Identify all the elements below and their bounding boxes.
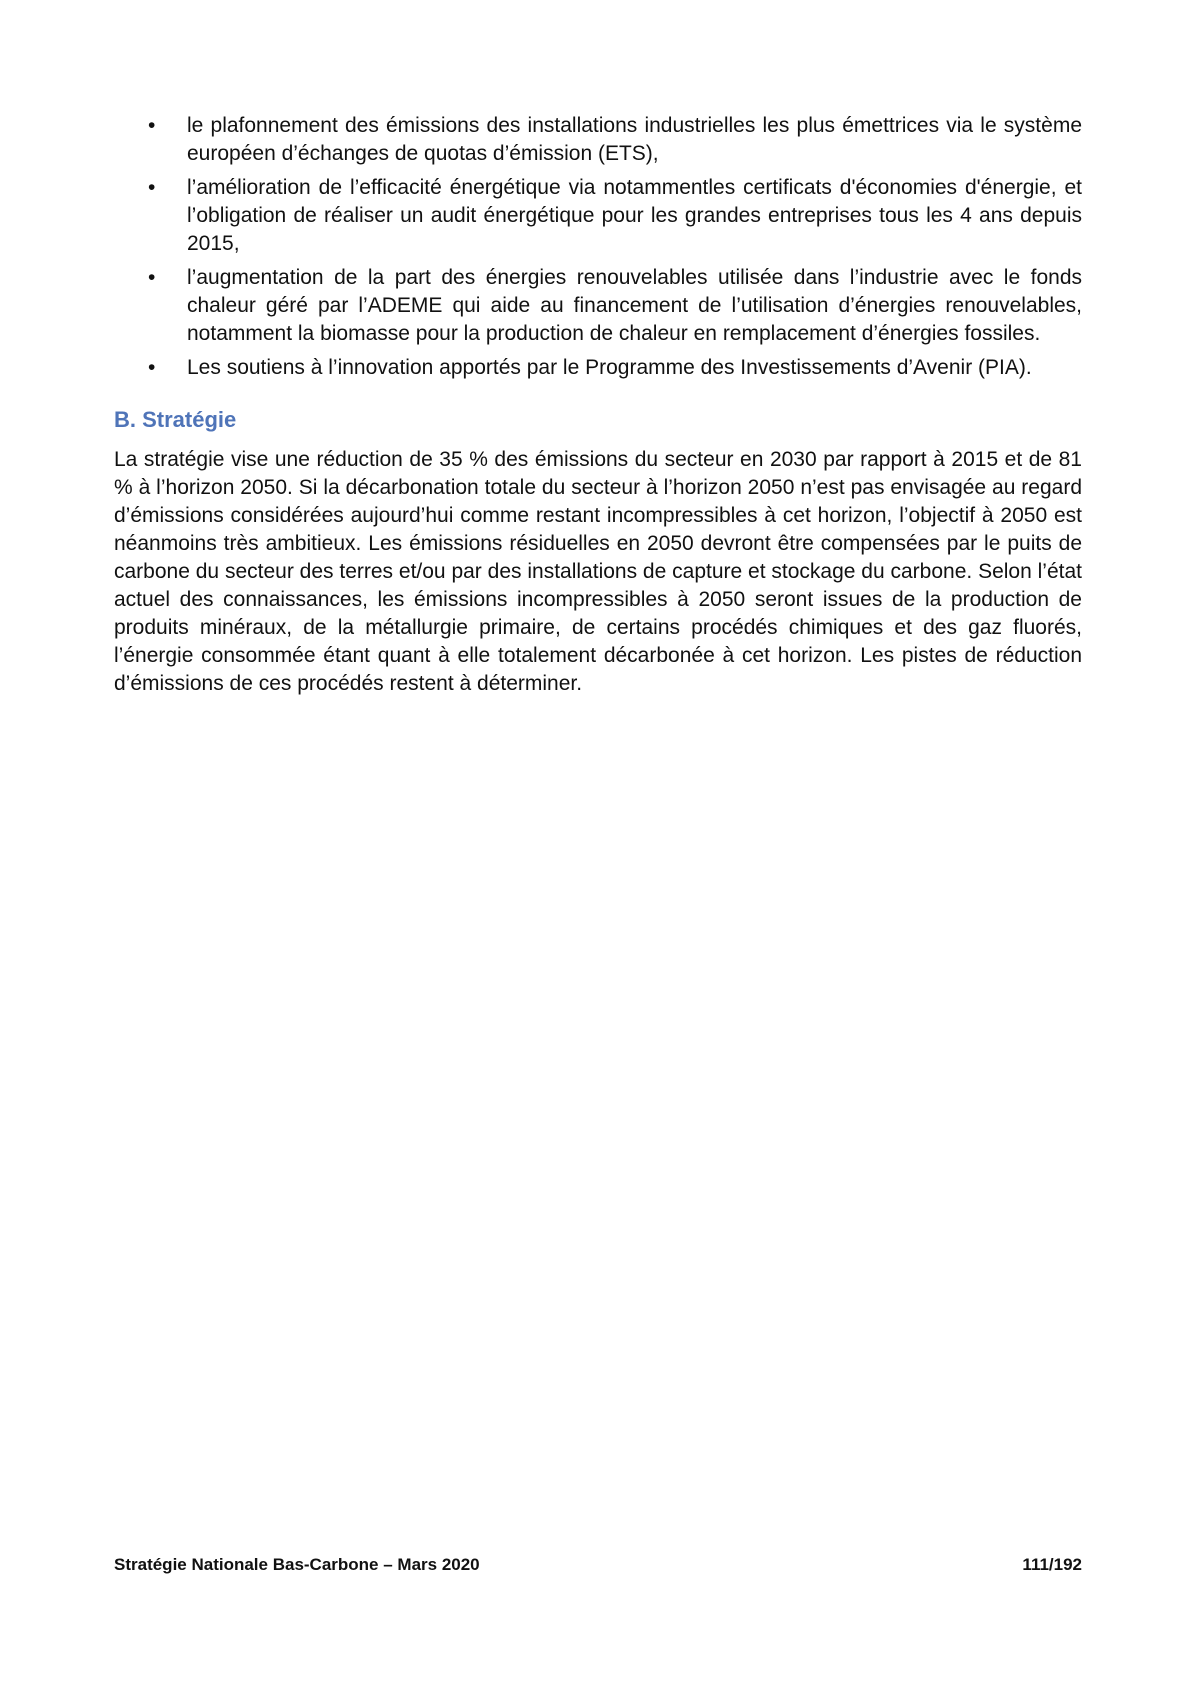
list-item [114,354,1082,382]
list-item-text: l’augmentation de la part des énergies renouvelables utilisée dans l’industrie avec le fonds chaleur géré par l’ADEME qui aide au financement de l’utilisation d’énergies renouvelables, notamment la biomasse pour la production de chaleur en remplacement d’énergies fossiles. [187,266,1082,345]
page-footer [114,1554,1082,1576]
strategy-paragraph: La stratégie vise une réduction de 35 % des émissions du secteur en 2030 par rapport à 2015 et de 81 % à l’horizon 2050. Si la décarbonation totale du secteur à l’horizon 2050 n’est pas envisagée au regard d’émissions considérées aujourd’hui comme restant incompressibles à cet horizon, l’objectif à 2050 est néanmoins très ambitieux. Les émissions résiduelles en 2050 devront être compensées par le puits de carbone du secteur des terres et/ou par des installations de capture et stockage du carbone. Selon l’état actuel des connaissances, les émissions incompressibles à 2050 seront issues de la production de produits minéraux, de la métallurgie primaire, de certains procédés chimiques et des gaz fluorés, l’énergie consommée étant quant à elle totalement décarbonée à cet horizon. Les pistes de réduction d’émissions de ces procédés restent à déterminer. [114,448,1082,695]
list-item [114,264,1082,348]
bullet-marker: • [148,114,156,137]
page-number: 111/192 [1022,1555,1082,1574]
list-item-text: le plafonnement des émissions des installations industrielles les plus émettrices via le système européen d’échanges de quotas d’émission (ETS), [187,114,1082,165]
list-item [114,174,1082,258]
bullet-marker: • [148,266,156,289]
document-body [114,112,1082,698]
list-item-text: Les soutiens à l’innovation apportés par le Programme des Investissements d’Avenir (PIA). [187,356,1032,379]
bullet-marker: • [148,176,156,199]
footer-title: Stratégie Nationale Bas-Carbone – Mars 2020 [114,1555,480,1574]
measures-list [114,112,1082,382]
section-heading: B. Stratégie [114,407,237,432]
bullet-marker: • [148,356,156,379]
list-item-text: l’amélioration de l’efficacité énergétique via notammentles certificats d'économies d'énergie, et l’obligation de réaliser un audit énergétique pour les grandes entreprises tous les 4 ans depuis 2015, [187,176,1082,255]
list-item [114,112,1082,168]
